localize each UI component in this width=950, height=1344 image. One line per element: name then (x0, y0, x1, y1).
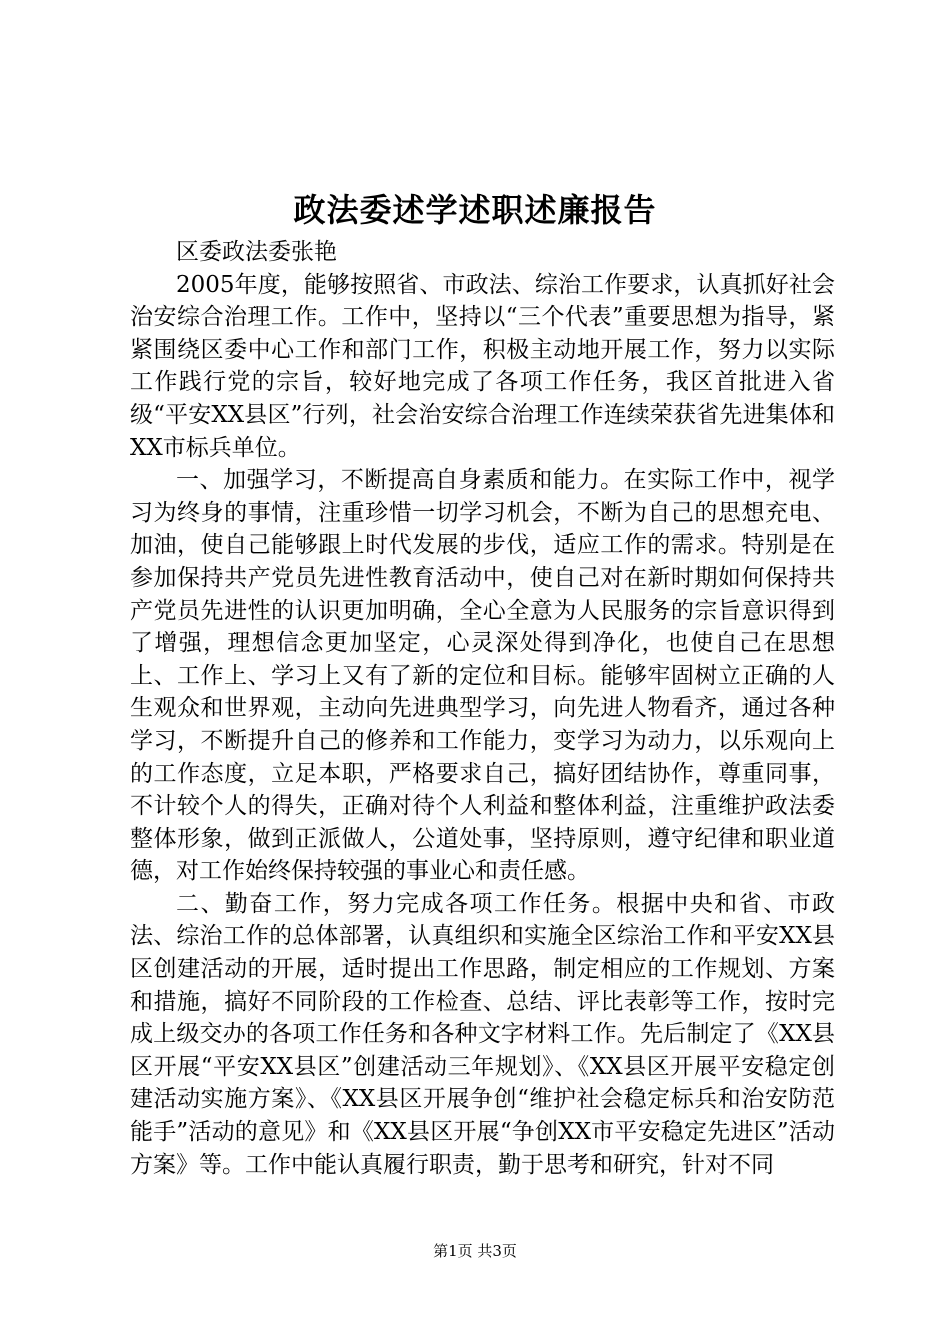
document-title: 政法委述学述职述廉报告 (293, 191, 657, 229)
document-author: 区委政法委张艳 (176, 239, 337, 265)
page-footer: 第1页 共3页 (433, 1242, 517, 1260)
paragraph-intro: 2005年度，能够按照省、市政法、综治工作要求，认真抓好社会治安综合治理工作。工作中，坚持以“三个代表”重要思想为指导，紧紧围绕区委中心工作和部门工作，积极主动地开展工作，努力以实际工作践行党的宗旨，较好地完成了各项工作任务，我区首批进入省级“平安XX县区”行列，社会治安综合治理工作连续荣获省先进集体和XX市标兵单位。 (130, 271, 835, 461)
paragraph-section-1: 一、加强学习，不断提高自身素质和能力。在实际工作中，视学习为终身的事情，注重珍惜一切学习机会，不断为自己的思想充电、加油，使自己能够跟上时代发展的步伐，适应工作的需求。特别是在参加保持共产党员先进性教育活动中，使自己对在新时期如何保持共产党员先进性的认识更加明确，全心全意为人民服务的宗旨意识得到了增强，理想信念更加坚定，心灵深处得到净化，也使自己在思想上、工作上、学习上又有了新的定位和目标。能够牢固树立正确的人生观众和世界观，主动向先进典型学习，向先进人物看齐，通过各种学习，不断提升自己的修养和工作能力，变学习为动力，以乐观向上的工作态度，立足本职，严格要求自己，搞好团结协作，尊重同事，不计较个人的得失，正确对待个人利益和整体利益，注重维护政法委整体形象，做到正派做人，公道处事，坚持原则，遵守纪律和职业道德，对工作始终保持较强的事业心和责任感。 (130, 467, 835, 885)
document-body (130, 236, 835, 1181)
paragraph-section-2: 二、勤奋工作，努力完成各项工作任务。根据中央和省、市政法、综治工作的总体部署，认真组织和实施全区综治工作和平安XX县区创建活动的开展，适时提出工作思路，制定相应的工作规划、方案和措施，搞好不同阶段的工作检查、总结、评比表彰等工作，按时完成上级交办的各项工作任务和各种文字材料工作。先后制定了《XX县区开展“平安XX县区”创建活动三年规划》、《XX县区开展平安稳定创建活动实施方案》、《XX县区开展争创“维护社会稳定标兵和治安防范能手”活动的意见》和《XX县区开展“争创XX市平安稳定先进区”活动方案》等。工作中能认真履行职责，勤于思考和研究，针对不同 (130, 890, 835, 1178)
